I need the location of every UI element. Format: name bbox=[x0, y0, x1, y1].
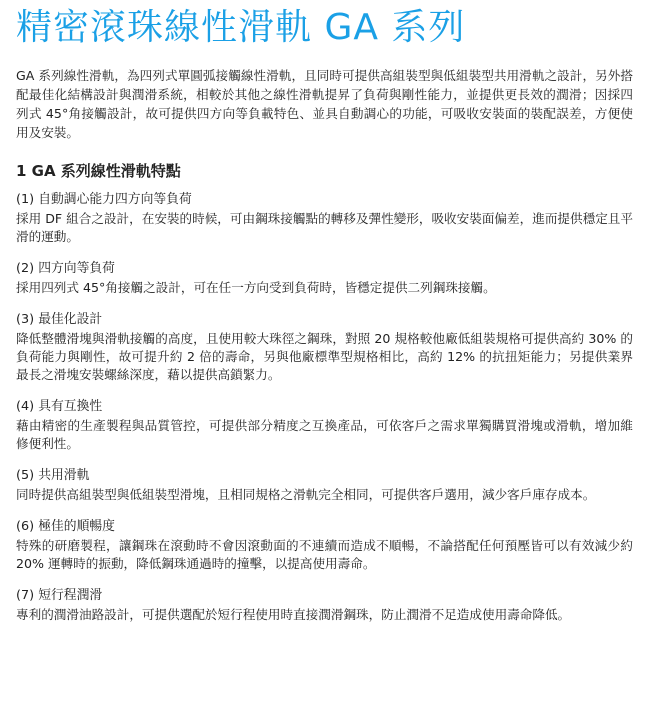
feature-title: (5) 共用滑軌 bbox=[16, 468, 90, 483]
feature-text: 藉由精密的生產製程與品質管控，可提供部分精度之互換產品，可依客戶之需求單獨購買滑塊或滑軌，增加維修便利性。 bbox=[16, 418, 633, 451]
feature-title: (4) 具有互換性 bbox=[16, 399, 103, 414]
feature-text: 專利的潤滑油路設計，可提供選配於短行程使用時直接潤滑鋼珠，防止潤滑不足造成使用壽命降低。 bbox=[16, 607, 571, 622]
feature-text: 採用 DF 組合之設計，在安裝的時候，可由鋼珠接觸點的轉移及彈性變形，吸收安裝面偏差，進而提供穩定且平滑的運動。 bbox=[16, 211, 633, 244]
page-title: 精密滾珠線性滑軌 GA 系列 bbox=[16, 7, 466, 48]
feature-item bbox=[16, 466, 633, 504]
feature-list bbox=[16, 190, 633, 624]
feature-item bbox=[16, 190, 633, 246]
feature-text: 特殊的研磨製程，讓鋼珠在滾動時不會因滾動面的不連續而造成不順暢，不論搭配任何預壓皆可以有效減少約 20% 運轉時的振動，降低鋼珠通過時的撞擊，以提高使用壽命。 bbox=[16, 538, 633, 571]
feature-item bbox=[16, 310, 633, 384]
section-heading: 1 GA 系列線性滑軌特點 bbox=[16, 162, 181, 180]
feature-title: (6) 極佳的順暢度 bbox=[16, 519, 115, 534]
feature-title: (2) 四方向等負荷 bbox=[16, 261, 115, 276]
feature-text: 降低整體滑塊與滑軌接觸的高度，且使用較大珠徑之鋼珠，對照 20 規格較他廠低組裝規格可提供高約 30% 的負荷能力與剛性，故可提升約 2 倍的壽命，另與他廠標準型規格相比，高約 12% 的抗扭矩能力；另提供業界最長之滑塊安裝螺絲深度，藉以提供高鎖緊力。 bbox=[16, 331, 633, 382]
feature-item bbox=[16, 259, 633, 297]
feature-text: 採用四列式 45°角接觸之設計，可在任一方向受到負荷時，皆穩定提供二列鋼珠接觸。 bbox=[16, 280, 496, 295]
feature-item bbox=[16, 586, 633, 624]
feature-title: (3) 最佳化設計 bbox=[16, 312, 103, 327]
intro-paragraph: GA 系列線性滑軌，為四列式單圓弧接觸線性滑軌，且同時可提供高組裝型與低組裝型共用滑軌之設計，另外搭配最佳化結構設計與潤滑系統，相較於其他之線性滑軌提昇了負荷與剛性能力，並提供更長效的潤滑；因採四列式 45°角接觸設計，故可提供四方向等負載特色、並具自動調心的功能，可吸收安裝面的裝配誤差，方便使用及安裝。 bbox=[16, 68, 633, 140]
feature-item bbox=[16, 517, 633, 573]
feature-title: (1) 自動調心能力四方向等負荷 bbox=[16, 192, 192, 207]
feature-title: (7) 短行程潤滑 bbox=[16, 588, 103, 603]
feature-text: 同時提供高組裝型與低組裝型滑塊，且相同規格之滑軌完全相同，可提供客戶選用，減少客戶庫存成本。 bbox=[16, 487, 596, 502]
feature-item bbox=[16, 397, 633, 453]
